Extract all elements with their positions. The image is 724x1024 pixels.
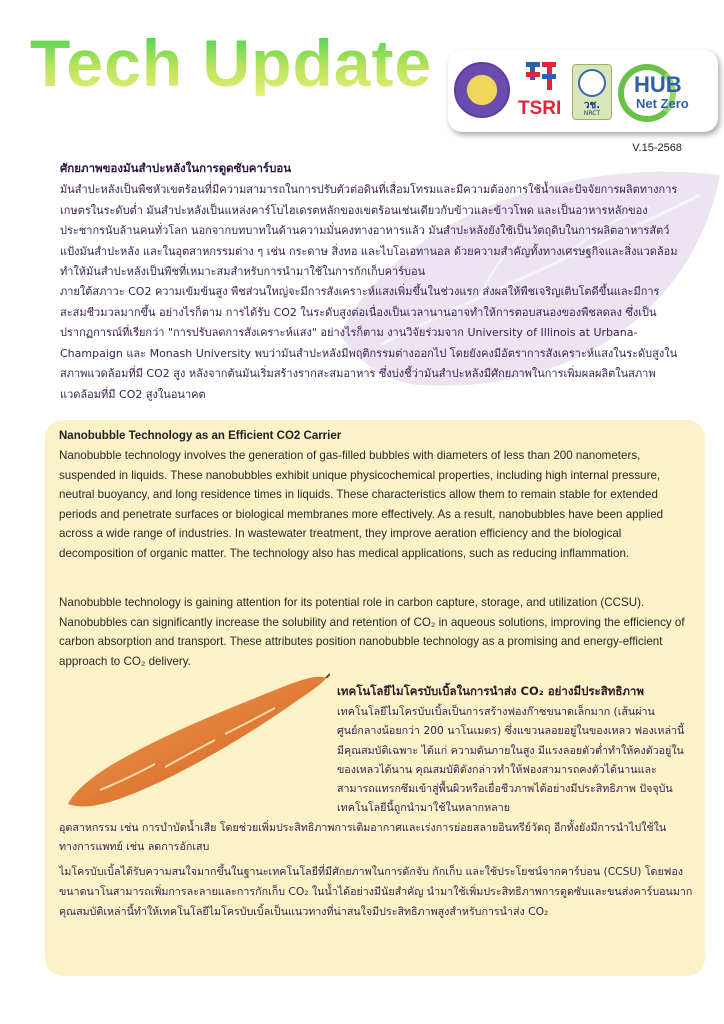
thai-box-paragraph: เทคโนโลยีไมโครบับเบิ้ลเป็นการสร้างฟองก๊าซขนาดเล็กมาก (เส้นผ่านศูนย์กลางน้อยกว่า 200 นาโนเมตร) ซึ่งแขวนลอยอยู่ในของเหลว ฟองเหล่านี้มีคุณสมบัติเฉพาะ ได้แก่ ความดันภายในสูง มีแรงลอยตัวต่ำทำให้คงตัวอยู่ในของเหลวได้นาน คุณสมบัติดังกล่าวทำให้ฟองสามารถคงตัวได้นานและสามารถแทรกซึมเข้าสู่พื้นผิวหรือเยื่อชีวภาพได้อย่างมีประสิทธิภาพ ปัจจุบัน เทคโนโลยีนี้ถูกนำมาใช้ในหลากหลาย (337, 705, 685, 815)
version-label: V.15-2568 (632, 142, 682, 154)
thai-box-heading: เทคโนโลยีไมโครบับเบิ้ลในการนำส่ง CO₂ อย่างมีประสิทธิภาพ (337, 684, 644, 698)
intro-paragraph-2: ภายใต้สภาวะ CO2 ความเข้มข้นสูง พืชส่วนใหญ่จะมีการสังเคราะห์แสงเพิ่มขึ้นในช่วงแรก ส่งผลให้พืชเจริญเติบโตดีขึ้นและมีการสะสมชีวมวลมากขึ้น อย่างไรก็ตาม การได้รับ CO2 ในระดับสูงต่อเนื่องเป็นเวลานานอาจทำให้การตอบสนองของพืชลดลง ซึ่งเป็นปรากฏการณ์ที่เรียกว่า "การปรับลดการสังเคราะห์แสง" อย่างไรก็ตาม งานวิจัยร่วมจาก University of Illinois at Urbana-Champaign และ Monash University พบว่ามันสำปะหลังมีพฤติกรรมต่างออกไป โดยยังคงมีอัตราการสังเคราะห์แสงในระดับสูงในสภาพแวดล้อมที่มี CO2 สูง หลังจากต้นมันเริ่มสร้างรากสะสมอาหาร ซึ่งบ่งชี้ว่ามันสำปะหลังมีศักยภาพในการเพิ่มผลผลิตในสภาพแวดล้อมที่มี CO2 สูงในอนาคต (60, 285, 678, 401)
emblem-logo-icon (454, 62, 510, 118)
hub-net-zero-logo (616, 58, 716, 128)
tsri-mark-icon (524, 60, 558, 92)
sweet-potato-illustration (60, 672, 330, 822)
tsri-logo (516, 60, 566, 122)
nrct-logo-text: วช. (583, 100, 601, 111)
page-title: Tech Update (30, 26, 433, 100)
nrct-logo-subtext: NRCT (583, 110, 601, 117)
intro-paragraph-1: มันสำปะหลังเป็นพืชหัวเขตร้อนที่มีความสามารถในการปรับตัวต่อดินที่เสื่อมโทรมและมีความต้องการใช้น้ำและปัจจัยการผลิตทางการเกษตรในระดับต่ำ มันสำปะหลังเป็นแหล่งคาร์โบไฮเดรตหลักของเขตร้อนเช่นเดียวกับข้าวและข้าวโพด และเป็นอาหารหลักของประชากรนับล้านคนทั่วโลก นอกจากบทบาทในด้านความมั่นคงทางอาหารแล้ว มันสำปะหลังยังใช้เป็นวัตถุดิบในการผลิตอาหารสัตว์ แป้งมันสำปะหลัง และในอุตสาหกรรมต่าง ๆ เช่น กระดาษ สิ่งทอ และไบโอเอทานอล ด้วยความสำคัญทั้งทางเศรษฐกิจและสิ่งแวดล้อม ทำให้มันสำปะหลังเป็นพืชที่เหมาะสมสำหรับการนำมาใช้ในการกักเก็บคาร์บอน (60, 183, 678, 278)
english-paragraph-2: Nanobubble technology is gaining attention for its potential role in carbon capture, storage, and utilization (CCSU). Nanobubbles can significantly increase the solubility and retention of CO₂ in aqueous solutions, improving the efficiency of carbon absorption and transport. These attributes position nanobubble technology as a promising and energy-efficient approach to CO₂ delivery. (59, 596, 685, 668)
thai-box-paragraph-continued: อุตสาหกรรม เช่น การบำบัดน้ำเสีย โดยช่วยเพิ่มประสิทธิภาพการเติมอากาศและเร่งการย่อยสลายอินทรีย์วัตถุ อีกทั้งยังมีการนำไปใช้ในทางการแพทย์ เช่น ลดการอักเสบ (59, 821, 667, 854)
thai-final-paragraph: ไมโครบับเบิ้ลได้รับความสนใจมากขึ้นในฐานะเทคโนโลยีที่มีศักยภาพในการดักจับ กักเก็บ และใช้ประโยชน์จากคาร์บอน (CCSU) โดยฟองขนาดนาโนสามารถเพิ่มการละลายและการกักเก็บ CO₂ ในน้ำได้อย่างมีนัยสำคัญ นำมาใช้เพิ่มประสิทธิภาพการดูดซับและขนส่งคาร์บอนมาก คุณสมบัติเหล่านี้ทำให้เทคโนโลยีไมโครบับเบิ้ลเป็นแนวทางที่น่าสนใจมีประสิทธิภาพสูงสำหรับการนำส่ง CO₂ (59, 865, 693, 918)
nrct-logo (572, 64, 612, 120)
english-paragraph-1: Nanobubble technology involves the generation of gas-filled bubbles with diameters of less than 200 nanometers, suspended in liquids. These nanobubbles exhibit unique physicochemical properties, including high internal pressure, neutral buoyancy, and long residence times in liquids. These characteristics allow them to remain stable for extended periods and penetrate surfaces or biological membranes more effectively. As a result, nanobubbles have been applied across a wide range of industries. In wastewater treatment, they improve aeration efficiency and the biological decomposition of organic matter. The technology also has medical applications, such as reducing inflammation. (59, 449, 664, 560)
nrct-seal-icon (578, 69, 606, 97)
hub-logo-text: HUB (634, 72, 682, 97)
hub-logo-subtext: Net Zero (636, 96, 689, 111)
box-heading: Nanobubble Technology as an Efficient CO2 Carrier (59, 430, 342, 442)
tsri-logo-text: TSRI (518, 98, 562, 119)
section-title: ศักยภาพของมันสำปะหลังในการดูดซับคาร์บอน (60, 161, 292, 175)
partner-logos (448, 50, 718, 132)
